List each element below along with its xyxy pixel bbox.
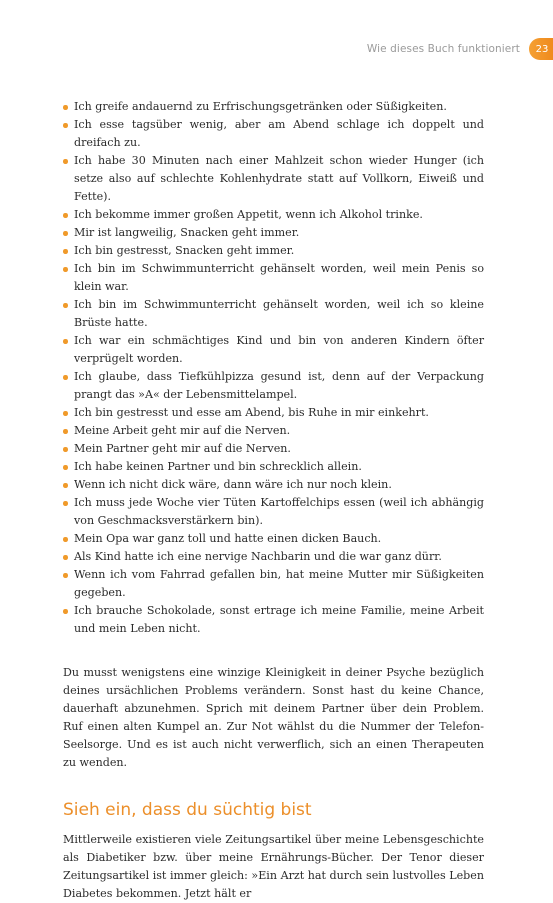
bullet-text: Wenn ich nicht dick wäre, dann wäre ich nur noch klein. — [74, 478, 392, 491]
body-paragraph: Du musst wenigstens eine winzige Kleinigkeit in deiner Psyche bezüglich deines ursächlichen Problems verändern. Sonst hast du keine Chance, dauerhaft abzunehmen. Sprich mit deinem Partner über dein Problem. Ruf einen alten Kumpel an. Zur Not wählst du die Nummer der Telefon-Seelsorge. Und es ist auch nicht verwerflich, sich an einen Therapeuten zu wenden. — [63, 666, 484, 769]
bullet-dot-icon — [63, 465, 68, 470]
bullet-item — [63, 260, 484, 296]
bullet-item — [63, 332, 484, 368]
bullet-dot-icon — [63, 429, 68, 434]
bullet-text: Meine Arbeit geht mir auf die Nerven. — [74, 424, 291, 437]
bullet-item — [63, 494, 484, 530]
bullet-dot-icon — [63, 447, 68, 452]
bullet-item — [63, 98, 484, 116]
section-heading: Sieh ein, dass du süchtig bist — [63, 800, 312, 820]
bullet-text: Mein Partner geht mir auf die Nerven. — [74, 442, 291, 455]
bullet-dot-icon — [63, 609, 68, 614]
bullet-item — [63, 404, 484, 422]
bullet-dot-icon — [63, 231, 68, 236]
bullet-text: Als Kind hatte ich eine nervige Nachbarin und die war ganz dürr. — [74, 550, 442, 563]
bullet-text: Ich bin im Schwimmunterricht gehänselt worden, weil ich so kleine Brüste hatte. — [74, 298, 484, 329]
page-number-badge: 23 — [529, 38, 553, 60]
body-paragraph-2: Mittlerweile existieren viele Zeitungsartikel über meine Lebensgeschichte als Diabetiker bzw. über meine Ernährungs-Bücher. Der Tenor dieser Zeitungsartikel ist immer gleich: »Ein Arzt hat durch sein lustvolles Leben Diabetes bekommen. Jetzt hält er — [63, 833, 484, 900]
bullet-dot-icon — [63, 483, 68, 488]
bullet-item — [63, 476, 484, 494]
bullet-dot-icon — [63, 249, 68, 254]
bullet-text: Mein Opa war ganz toll und hatte einen dicken Bauch. — [74, 532, 382, 545]
bullet-dot-icon — [63, 573, 68, 578]
bullet-item — [63, 566, 484, 602]
page-body — [63, 98, 484, 903]
bullet-text: Ich bin im Schwimmunterricht gehänselt worden, weil mein Penis so klein war. — [74, 262, 484, 293]
bullet-item — [63, 602, 484, 638]
bullet-text: Ich bin gestresst, Snacken geht immer. — [74, 244, 295, 257]
bullet-item — [63, 206, 484, 224]
bullet-text: Ich brauche Schokolade, sonst ertrage ich meine Familie, meine Arbeit und mein Leben nicht. — [74, 604, 484, 635]
bullet-item — [63, 152, 484, 206]
bullet-item — [63, 440, 484, 458]
bullet-dot-icon — [63, 555, 68, 560]
bullet-item — [63, 422, 484, 440]
bullet-text: Ich war ein schmächtiges Kind und bin von anderen Kindern öfter verprügelt worden. — [74, 334, 484, 365]
bullet-dot-icon — [63, 411, 68, 416]
bullet-text: Wenn ich vom Fahrrad gefallen bin, hat meine Mutter mir Süßigkeiten gegeben. — [74, 568, 484, 599]
bullet-item — [63, 368, 484, 404]
running-header — [367, 38, 553, 60]
bullet-dot-icon — [63, 105, 68, 110]
bullet-text: Ich bekomme immer großen Appetit, wenn ich Alkohol trinke. — [74, 208, 423, 221]
bullet-item — [63, 458, 484, 476]
bullet-list — [63, 98, 484, 638]
bullet-item — [63, 548, 484, 566]
bullet-text: Ich esse tagsüber wenig, aber am Abend schlage ich doppelt und dreifach zu. — [74, 118, 484, 149]
bullet-dot-icon — [63, 159, 68, 164]
bullet-dot-icon — [63, 339, 68, 344]
bullet-text: Ich glaube, dass Tiefkühlpizza gesund ist, denn auf der Verpackung prangt das »A« der Lebensmittelampel. — [74, 370, 484, 401]
bullet-text: Ich muss jede Woche vier Tüten Kartoffelchips essen (weil ich abhängig von Geschmacksverstärkern bin). — [74, 496, 484, 527]
bullet-item — [63, 116, 484, 152]
bullet-text: Ich habe 30 Minuten nach einer Mahlzeit schon wieder Hunger (ich setze also auf schlechte Kohlenhydrate statt auf Vollkorn, Eiweiß und Fette). — [74, 154, 484, 203]
bullet-dot-icon — [63, 303, 68, 308]
bullet-text: Ich greife andauernd zu Erfrischungsgetränken oder Süßigkeiten. — [74, 100, 447, 113]
bullet-text: Mir ist langweilig, Snacken geht immer. — [74, 226, 300, 239]
bullet-dot-icon — [63, 375, 68, 380]
bullet-dot-icon — [63, 501, 68, 506]
bullet-dot-icon — [63, 267, 68, 272]
bullet-text: Ich habe keinen Partner und bin schrecklich allein. — [74, 460, 362, 473]
bullet-item — [63, 296, 484, 332]
bullet-dot-icon — [63, 123, 68, 128]
bullet-item — [63, 530, 484, 548]
bullet-dot-icon — [63, 537, 68, 542]
bullet-dot-icon — [63, 213, 68, 218]
bullet-text: Ich bin gestresst und esse am Abend, bis Ruhe in mir einkehrt. — [74, 406, 429, 419]
bullet-item — [63, 242, 484, 260]
bullet-item — [63, 224, 484, 242]
header-title: Wie dieses Buch funktioniert — [366, 43, 520, 55]
